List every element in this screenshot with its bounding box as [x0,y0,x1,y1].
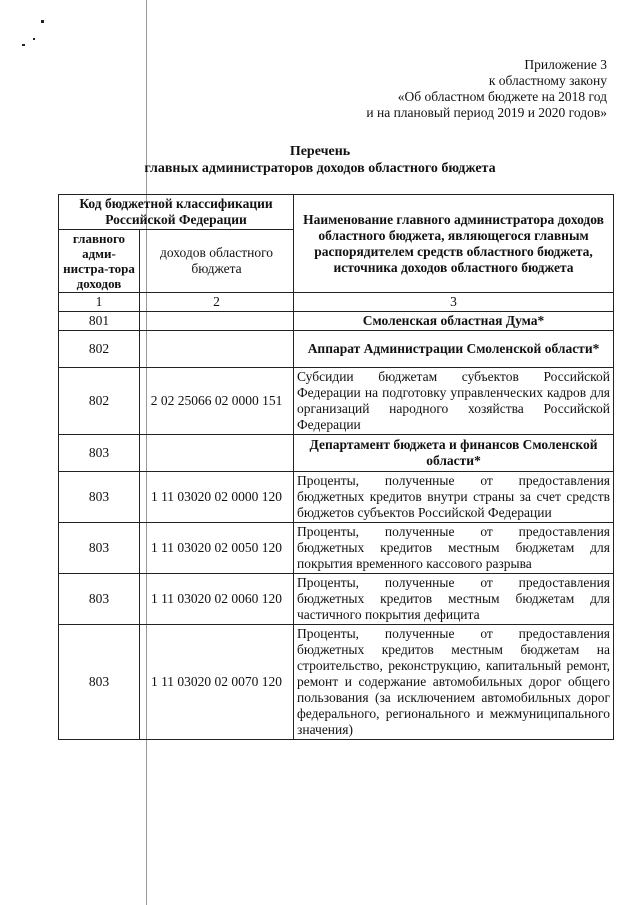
column-number: 1 [59,293,140,312]
admin-code-cell: 801 [59,312,140,331]
income-code-cell: 1 11 03020 02 0070 120 [140,625,294,740]
name-cell: Проценты, полученные от предоставления бюджетных кредитов местным бюджетам на строительство, реконструкцию, капитальный ремонт, ремонт и содержание автомобильных дорог общего пользования (за исключением автомобильных дорог федерального, регионального и межмуниципального значения) [294,625,614,740]
title-line: главных администраторов доходов областного бюджета [144,161,496,176]
scan-speck [33,38,35,40]
column-number: 2 [140,293,294,312]
appendix-note [366,57,607,121]
appendix-line: Приложение 3 [524,57,607,72]
table-row [59,625,614,740]
administrators-table [58,194,614,740]
admin-code-cell: 802 [59,368,140,435]
appendix-line: «Об областном бюджете на 2018 год [397,89,607,104]
admin-code-cell: 803 [59,625,140,740]
income-code-cell: 2 02 25066 02 0000 151 [140,368,294,435]
header-code-group: Код бюджетной классификации Российской Федерации [59,195,294,230]
income-code-cell: 1 11 03020 02 0050 120 [140,523,294,574]
table-row [59,523,614,574]
appendix-line: и на плановый период 2019 и 2020 годов» [366,105,607,120]
income-code-cell: 1 11 03020 02 0000 120 [140,472,294,523]
document-title [0,143,640,177]
header-row [59,195,614,230]
admin-code-cell: 803 [59,435,140,472]
admin-code-cell: 803 [59,574,140,625]
name-cell: Проценты, полученные от предоставления бюджетных кредитов внутри страны за счет средств бюджетов субъектов Российской Федерации [294,472,614,523]
income-code-cell: 1 11 03020 02 0060 120 [140,574,294,625]
header-income: доходов областного бюджета [140,230,294,293]
scan-speck [41,20,44,23]
admin-code-cell: 803 [59,523,140,574]
name-cell: Смоленская областная Дума* [294,312,614,331]
income-code-cell [140,312,294,331]
name-cell: Субсидии бюджетам субъектов Российской Федерации на подготовку управленческих кадров для организаций народного хозяйства Российской Федерации [294,368,614,435]
column-number: 3 [294,293,614,312]
name-cell: Аппарат Администрации Смоленской области* [294,331,614,368]
admin-code-cell: 802 [59,331,140,368]
admin-code-cell: 803 [59,472,140,523]
table-row [59,435,614,472]
table-row [59,312,614,331]
header-admin: главного адми-нистра-тора доходов [59,230,140,293]
name-cell: Проценты, полученные от предоставления бюджетных кредитов местным бюджетам для покрытия временного кассового разрыва [294,523,614,574]
header-name: Наименование главного администратора доходов областного бюджета, являющегося главным распорядителем средств областного бюджета, источника доходов областного бюджета [294,195,614,293]
table-row [59,331,614,368]
table-row [59,368,614,435]
numbering-row [59,293,614,312]
table-row [59,574,614,625]
name-cell: Проценты, полученные от предоставления бюджетных кредитов местным бюджетам для частичного покрытия дефицита [294,574,614,625]
title-line: Перечень [289,144,351,159]
appendix-line: к областному закону [488,73,607,88]
name-cell: Департамент бюджета и финансов Смоленской области* [294,435,614,472]
income-code-cell [140,435,294,472]
scan-speck [22,44,25,46]
income-code-cell [140,331,294,368]
table-row [59,472,614,523]
